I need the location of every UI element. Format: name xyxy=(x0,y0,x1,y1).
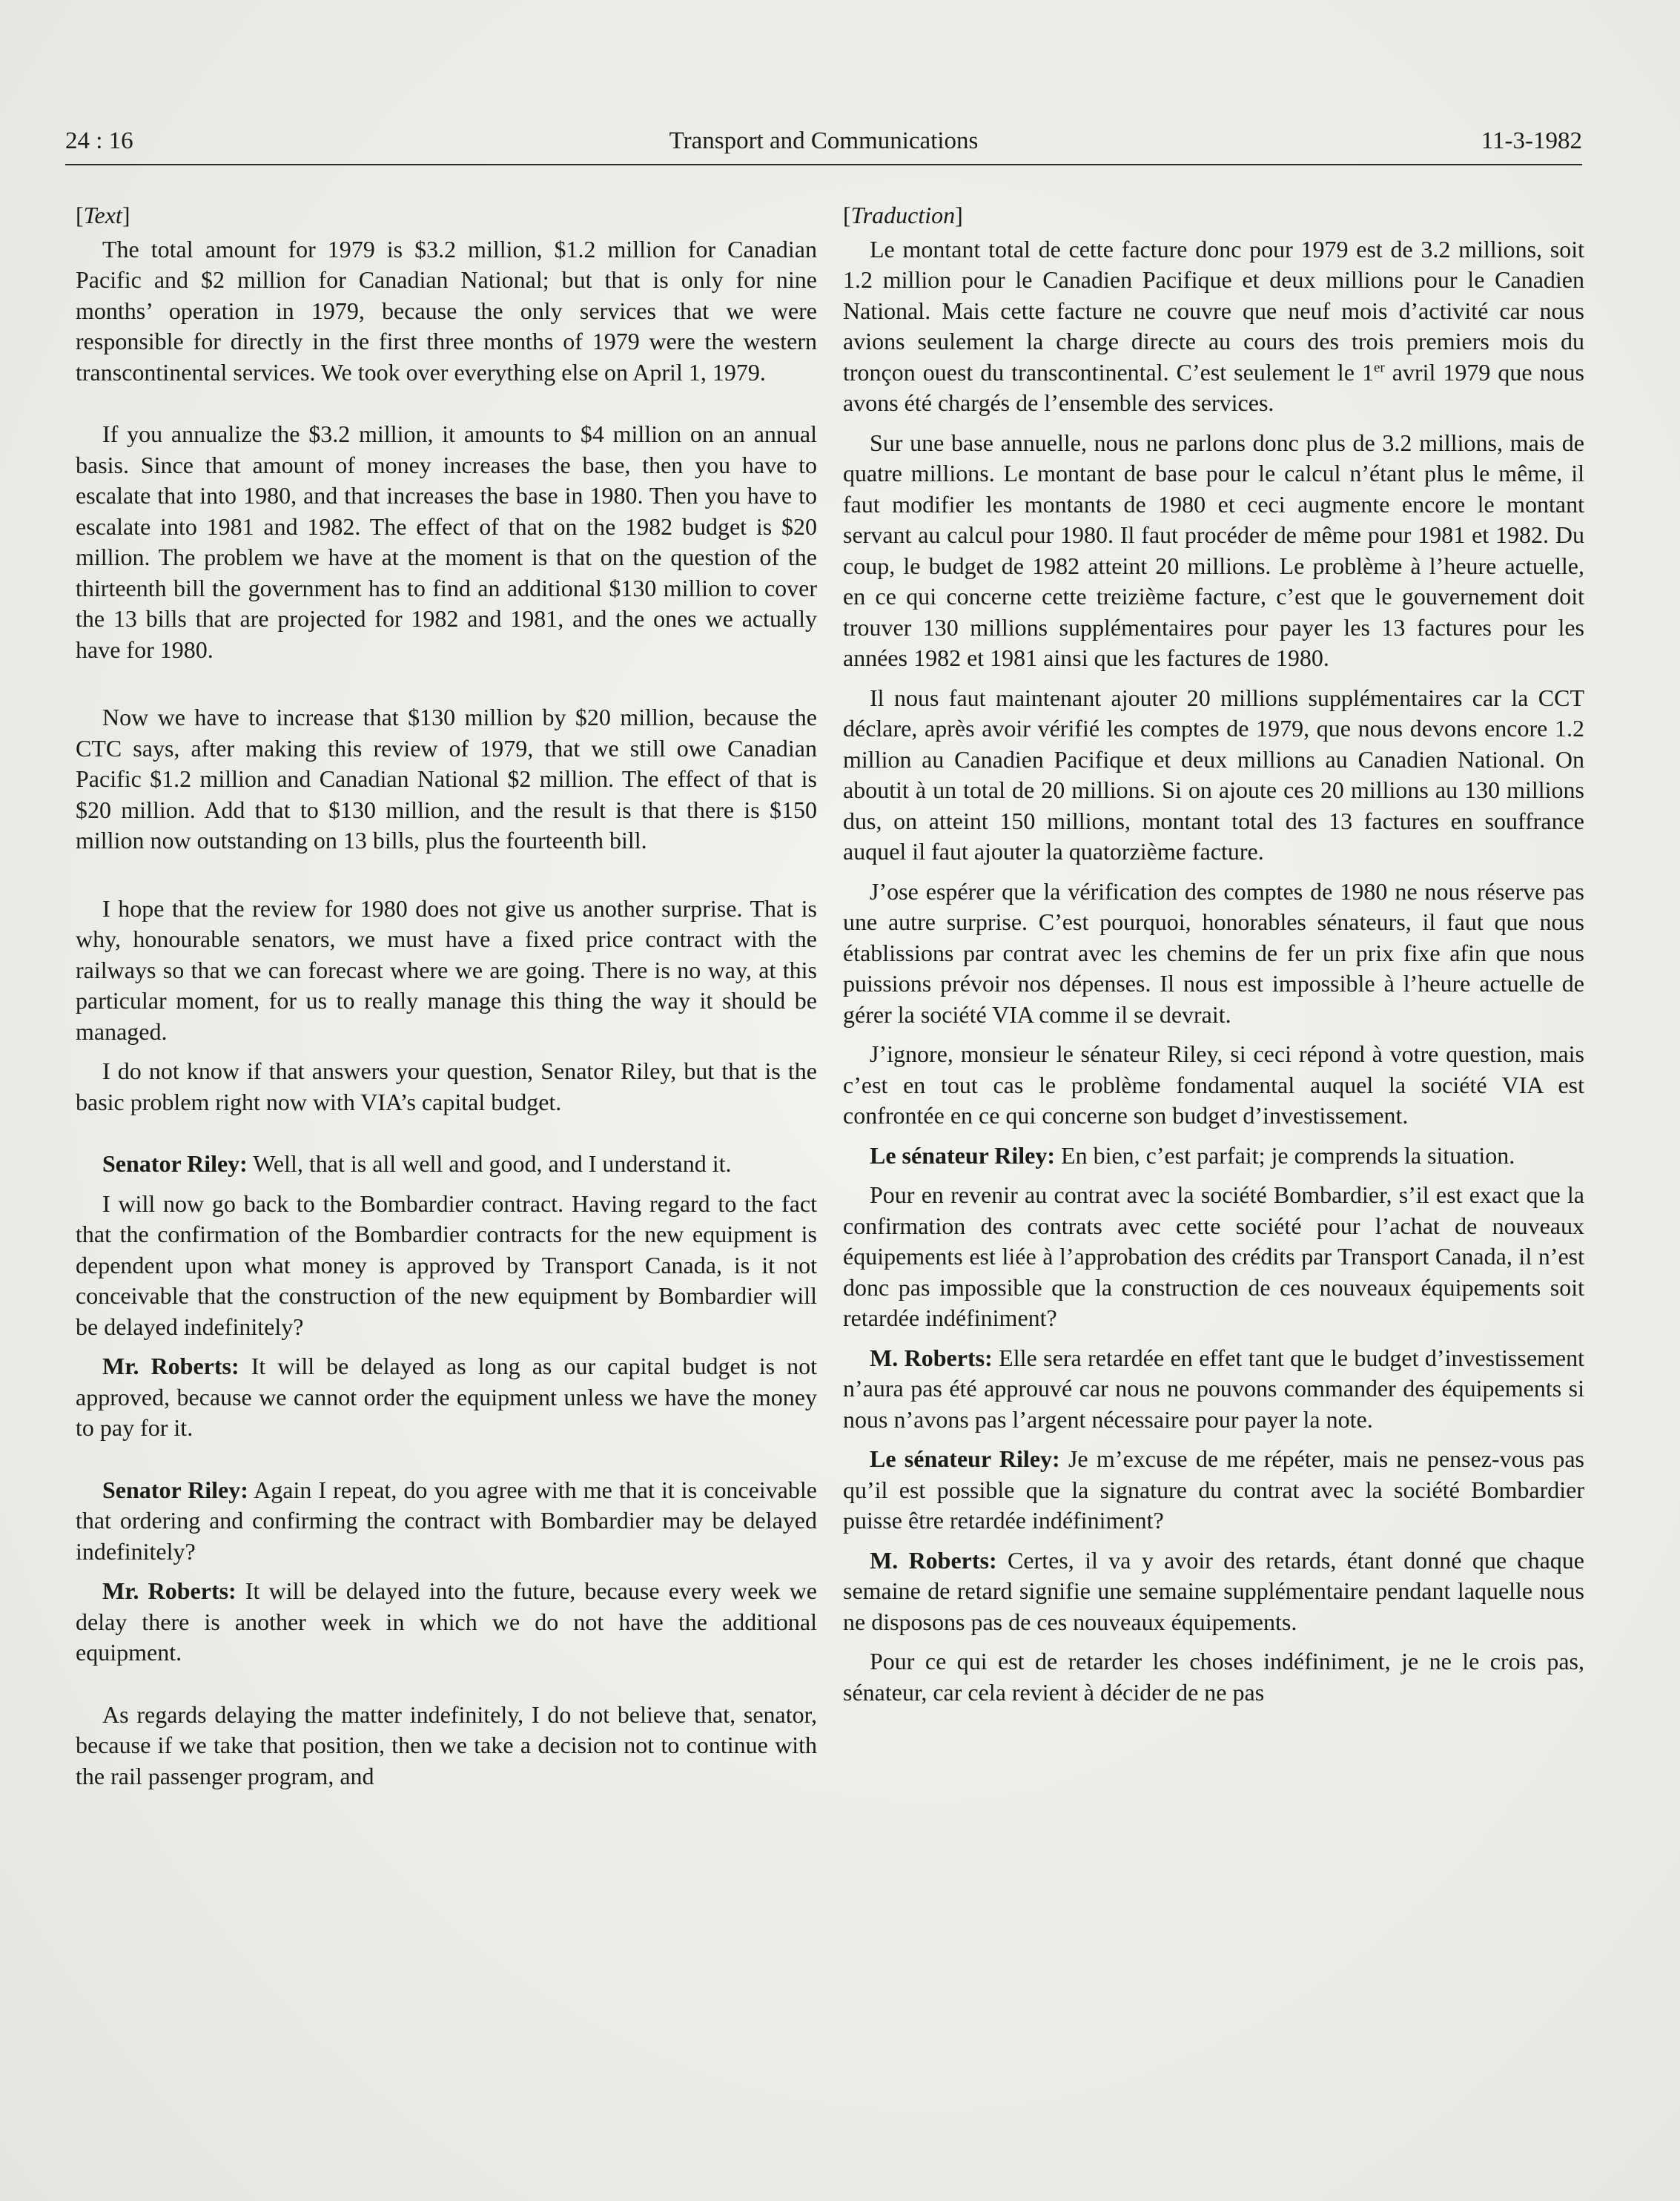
section-tag-text: [Text] xyxy=(76,202,130,228)
paragraph-3: Il nous faut maintenant ajouter 20 millions supplémentaires car la CCT déclare, après avoir vérifié les comptes de 1979, que nous devons encore 1.2 million au Canadien Pacifique et deux millions au Canadien National. On aboutit à un total de 20 millions. Si on ajoute ces 20 millions au 130 millions dus, on atteint 150 millions, montant total des 13 factures en souffrance auquel il faut ajouter la quatorzième facture. xyxy=(843,684,1584,865)
paragraph-11: Pour ce qui est de retarder les choses indéfiniment, je ne le crois pas, sénateur, car cela revient à décider de ne pas xyxy=(843,1648,1584,1706)
english-column xyxy=(76,200,817,1792)
page-date: 11-3-1982 xyxy=(1481,128,1582,154)
speaker-name: M. Roberts: xyxy=(870,1546,997,1574)
page-number: 24 : 16 xyxy=(65,128,133,154)
paragraph-8: Mr. Roberts: It will be delayed as long as our capital budget is not approved, because we cannot order the equipment unless we have the money to pay for it. xyxy=(76,1353,818,1441)
paragraph-7: Pour en revenir au contrat avec la société Bombardier, s’il est exact que la confirmation des contrats avec cette société pour l’achat de nouveaux équipements est liée à l’approbation des crédits par Transport Canada, il n’est donc pas impossible que la construction de ces nouveaux équipements soit retardée indéfiniment? xyxy=(843,1181,1584,1331)
speaker-name: Senator Riley: xyxy=(102,1150,248,1177)
paragraph-11: As regards delaying the matter indefinitely, I do not believe that, senator, because if we take that position, then we take a decision not to continue with the rail passenger program, and xyxy=(76,1700,817,1789)
paragraph-9: Senator Riley: Again I repeat, do you agree with me that it is conceivable that ordering and confirming the contract with Bombardier may be delayed indefinitely? xyxy=(76,1476,818,1565)
paragraph-2: If you annualize the $3.2 million, it amounts to $4 million on an annual basis. Since that amount of money increases the base, then you have to escalate that into 1980, and that increases the base in 1980. Then you have to escalate into 1981 and 1982. The effect of that on the 1982 budget is $20 million. The problem we have at the moment is that on the question of the thirteenth bill the government has to find an additional $130 million to cover the 13 bills that are projected for 1982 and 1981, and the ones we actually have for 1980. xyxy=(76,420,817,663)
paragraph-9: Le sénateur Riley: Je m’excuse de me répéter, mais ne pensez-vous pas qu’il est possible que la signature du contrat avec la société Bombardier puisse être retardée indéfiniment? xyxy=(843,1445,1585,1534)
speaker-name: M. Roberts: xyxy=(870,1344,993,1371)
speaker-name: Le sénateur Riley: xyxy=(870,1445,1060,1472)
paragraph-8: M. Roberts: Elle sera retardée en effet tant que le budget d’investissement n’aura pas été approuvé car nous ne pouvons commander des équipements si nous n’avons pas l’argent nécessaire pour payer la note. xyxy=(843,1344,1585,1433)
paragraph-4: I hope that the review for 1980 does not give us another surprise. That is why, honourable senators, we must have a fixed price contract with the railways so that we can forecast where we are going. There is no way, at this particular moment, for us to really manage this thing the way it should be managed. xyxy=(76,894,817,1045)
speaker-name: Mr. Roberts: xyxy=(102,1353,239,1379)
speaker-name: Senator Riley: xyxy=(102,1476,248,1503)
paragraph-4: J’ose espérer que la vérification des comptes de 1980 ne nous réserve pas une autre surprise. C’est pourquoi, honorables sénateurs, il faut que nous établissions par contrat avec les chemins de fer un prix fixe afin que nous puissions prévoir nos dépenses. Il nous est impossible à l’heure actuelle de gérer la société VIA comme il se devrait. xyxy=(843,877,1584,1028)
paragraph-5: J’ignore, monsieur le sénateur Riley, si ceci répond à votre question, mais c’est en tout cas le problème fondamental auquel la société VIA est confrontée en ce qui concerne son budget d’investissement. xyxy=(843,1040,1584,1129)
section-tag-traduction: [Traduction] xyxy=(843,202,963,228)
paragraph-6: Senator Riley: Well, that is all well and good, and I understand it. xyxy=(102,1150,732,1177)
speaker-name: Le sénateur Riley: xyxy=(870,1141,1056,1169)
publication-title: Transport and Communications xyxy=(669,128,979,154)
paragraph-2: Sur une base annuelle, nous ne parlons donc plus de 3.2 millions, mais de quatre millions. Le montant de base pour le calcul n’étant plus le même, il faut modifier les montants de 1980 et ceci augmente encore le montant servant au calcul pour 1980. Il faut procéder de même pour 1981 et 1982. Du coup, le budget de 1982 atteint 20 millions. Le problème à l’heure actuelle, en ce qui concerne cette treizième facture, c’est que le gouvernement doit trouver 130 millions supplémentaires pour payer les 13 factures pour les années 1982 et 1981 ainsi que les factures de 1980. xyxy=(843,429,1584,671)
paragraph-10: Mr. Roberts: It will be delayed into the future, because every week we delay there is another week in which we do not have the additional equipment. xyxy=(76,1577,818,1666)
speaker-name: Mr. Roberts: xyxy=(102,1577,237,1604)
paragraph-1: Le montant total de cette facture donc pour 1979 est de 3.2 millions, soit 1.2 million pour le Canadien Pacifique et deux millions pour le Canadien National. Mais cette facture ne couvre que neuf mois d’activité car nous avions seulement la charge directe au cours des trois premiers mois du tronçon ouest du transcontinental. C’est seulement le 1er avril 1979 que nous avons été chargés de l’ensemble des services. xyxy=(843,235,1585,416)
paragraph-5: I do not know if that answers your question, Senator Riley, but that is the basic problem right now with VIA’s capital budget. xyxy=(76,1057,817,1115)
paragraph-6: Le sénateur Riley: En bien, c’est parfait; je comprends la situation. xyxy=(870,1141,1515,1169)
paragraph-10: M. Roberts: Certes, il va y avoir des retards, étant donné que chaque semaine de retard signifie une semaine supplémentaire pendant laquelle nous ne disposons pas de ces nouveaux équipements. xyxy=(843,1546,1584,1635)
paragraph-1: The total amount for 1979 is $3.2 million, $1.2 million for Canadian Pacific and $2 million for Canadian National; but that is only for nine months’ operation in 1979, because the only services that we were responsible for directly in the first three months of 1979 were the western transcontinental services. We took over everything else on April 1, 1979. xyxy=(76,235,817,386)
paragraph-3: Now we have to increase that $130 million by $20 million, because the CTC says, after making this review of 1979, that we still owe Canadian Pacific $1.2 million and Canadian National $2 million. The effect of that is $20 million. Add that to $130 million, and the result is that there is $150 million now outstanding on 13 bills, plus the fourteenth bill. xyxy=(76,704,817,854)
french-column xyxy=(843,200,1584,1708)
page-header xyxy=(65,122,1582,160)
paragraph-7: I will now go back to the Bombardier contract. Having regard to the fact that the confirmation of the Bombardier contracts for the new equipment is dependent upon what money is approved by Transport Canada, is it not conceivable that the construction of the new equipment by Bombardier will be delayed indefinitely? xyxy=(76,1189,817,1340)
header-rule xyxy=(65,164,1582,165)
